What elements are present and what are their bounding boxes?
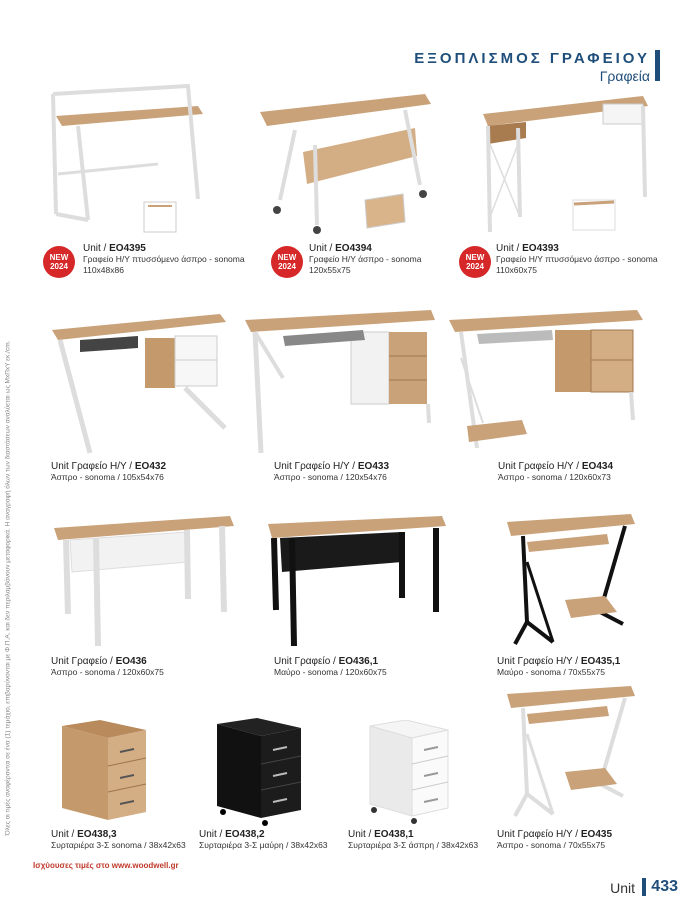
product-desc: Γραφείο Η/Υ πτυσσόμενο άσπρο - sonoma	[496, 254, 658, 264]
product-code: EO432	[134, 461, 167, 472]
product-code: EO4393	[522, 243, 559, 254]
product-image-eo435	[505, 684, 640, 824]
product-caption-eo435-1	[497, 656, 620, 678]
product-caption-eo436	[51, 656, 164, 678]
product-code: EO438,3	[77, 829, 117, 840]
product-prefix: Unit /	[496, 243, 523, 254]
badge-line2: 2024	[466, 262, 484, 271]
side-note-text: Όλες οι τιμές αναφέρονται σε ένα (1) τεμάχιο, επιβαρύνονται με Φ.Π.Α. και δεν περιλαμβάνουν μεταφορικά. Η αναγραφή όλων των διαστάσεων αναλύεται ως ΜxΠxΥ εκ./cm.	[4, 340, 12, 836]
new-badge	[459, 246, 491, 278]
product-prefix: Unit Γραφείο Η/Υ /	[274, 461, 358, 472]
product-image-eo432	[50, 308, 230, 458]
product-code: EO4394	[335, 243, 372, 254]
product-image-eo4395	[48, 84, 208, 234]
product-desc: Άσπρο - sonoma / 105x54x76	[51, 472, 164, 482]
product-caption-eo435	[497, 829, 612, 851]
new-badge	[271, 246, 303, 278]
product-code: EO433	[357, 461, 390, 472]
footer-website-link[interactable]: Ισχύουσες τιμές στο www.woodwell.gr	[33, 861, 179, 870]
product-code: EO436,1	[338, 656, 379, 667]
product-prefix: Unit /	[199, 829, 226, 840]
product-desc: Άσπρο - sonoma / 120x60x73	[498, 472, 611, 482]
product-prefix: Unit Γραφείο Η/Υ /	[498, 461, 582, 472]
header-accent-bar	[655, 50, 660, 81]
product-dims: 110x48x86	[83, 265, 124, 275]
section-title: ΕΞΟΠΛΙΣΜΟΣ ΓΡΑΦΕΙΟΥ	[414, 50, 650, 67]
product-desc: Συρταριέρα 3-Σ μαύρη / 38x42x63	[199, 840, 328, 850]
product-desc: Μαύρο - sonoma / 70x55x75	[497, 667, 605, 677]
product-prefix: Unit /	[51, 829, 78, 840]
product-dims: 110x60x75	[496, 265, 537, 275]
product-prefix: Unit /	[309, 243, 336, 254]
product-code: EO438,2	[225, 829, 265, 840]
badge-line1: NEW	[465, 253, 485, 262]
product-image-eo436-1	[266, 514, 451, 654]
side-note	[1, 318, 15, 858]
section-subtitle: Γραφεία	[599, 68, 650, 84]
product-code: EO435,1	[580, 656, 621, 667]
product-image-eo433	[243, 308, 438, 458]
product-caption-eo438-2	[199, 829, 328, 851]
product-image-eo438-3	[60, 720, 150, 825]
badge-line2: 2024	[50, 262, 68, 271]
product-prefix: Unit Γραφείο Η/Υ /	[497, 829, 581, 840]
product-caption-eo4394	[309, 243, 421, 276]
product-image-eo4394	[255, 90, 435, 240]
product-code: EO435	[580, 829, 613, 840]
product-dims: 120x55x75	[309, 265, 351, 275]
product-desc: Μαύρο - sonoma / 120x60x75	[274, 667, 387, 677]
product-prefix: Unit Γραφείο Η/Υ /	[497, 656, 581, 667]
new-badge	[43, 246, 75, 278]
product-prefix: Unit /	[348, 829, 375, 840]
product-desc: Συρταριέρα 3-Σ sonoma / 38x42x63	[51, 840, 186, 850]
product-image-eo435-1	[505, 512, 640, 652]
product-image-eo4393	[478, 92, 653, 242]
product-image-eo434	[447, 308, 647, 458]
badge-line2: 2024	[278, 262, 296, 271]
product-desc: Άσπρο - sonoma / 120x54x76	[274, 472, 387, 482]
footer-brand: Unit	[610, 880, 635, 896]
product-desc: Γραφείο Η/Υ άσπρο - sonoma	[309, 254, 422, 264]
product-image-eo438-1	[368, 720, 453, 825]
product-caption-eo436-1	[274, 656, 387, 678]
product-caption-eo432	[51, 461, 166, 483]
product-desc: Άσπρο - sonoma / 70x55x75	[497, 840, 606, 850]
product-caption-eo438-3	[51, 829, 186, 851]
page-number: 433	[642, 878, 678, 896]
product-desc: Συρταριέρα 3-Σ άσπρη / 38x42x63	[348, 840, 479, 850]
product-desc: Γραφείο Η/Υ πτυσσόμενο άσπρο - sonoma	[83, 254, 245, 264]
product-desc: Άσπρο - sonoma / 120x60x75	[51, 667, 164, 677]
product-image-eo438-2	[215, 718, 305, 826]
product-code: EO436	[115, 656, 147, 667]
product-prefix: Unit Γραφείο Η/Υ /	[51, 461, 135, 472]
badge-line1: NEW	[277, 253, 297, 262]
product-image-eo436	[52, 514, 237, 654]
product-caption-eo4393	[496, 243, 658, 276]
product-prefix: Unit /	[83, 243, 110, 254]
section-header	[414, 50, 650, 84]
product-code: EO438,1	[374, 829, 414, 840]
product-caption-eo433	[274, 461, 389, 483]
product-code: EO4395	[109, 243, 146, 254]
product-caption-eo434	[498, 461, 613, 483]
product-code: EO434	[581, 461, 614, 472]
product-prefix: Unit Γραφείο /	[274, 656, 339, 667]
product-prefix: Unit Γραφείο /	[51, 656, 116, 667]
badge-line1: NEW	[49, 253, 69, 262]
product-caption-eo438-1	[348, 829, 478, 851]
product-caption-eo4395	[83, 243, 245, 276]
